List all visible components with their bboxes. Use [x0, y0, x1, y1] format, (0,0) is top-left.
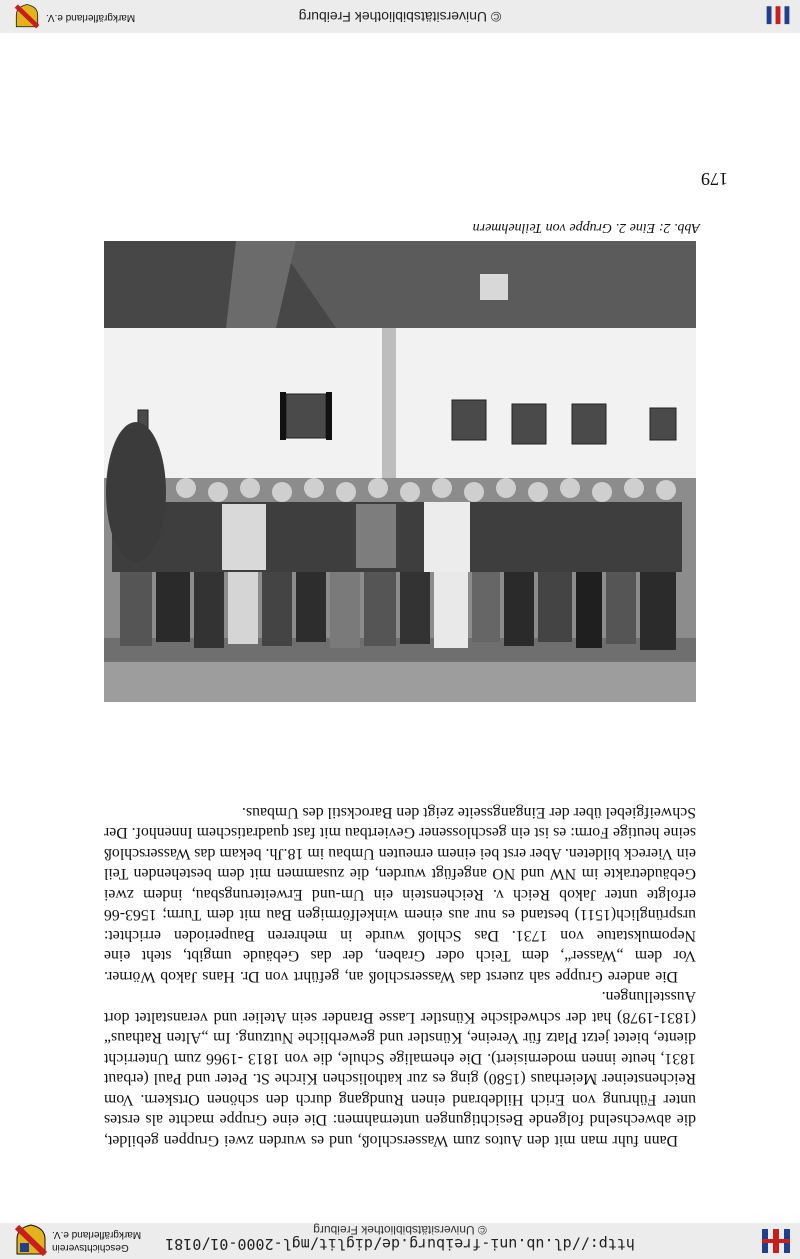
history-society-logo [10, 1223, 150, 1257]
document-url[interactable]: http://dl.ub.uni-freiburg.de/diglit/mgl-2000-01/0181 [165, 1235, 635, 1253]
society-region: Markgräflerland e.V. [52, 1229, 142, 1240]
tree [106, 422, 166, 562]
coat-of-arms-icon [14, 1223, 48, 1257]
library-footer [0, 0, 800, 33]
paragraph: Die andere Gruppe sah zuerst das Wasserschloß an, geführt von Dr. Hans Jakob Wörner. Vor dem „Wasser“, dem Teich oder Graben, der das Gebäude umgibt, steht eine Nepomukstatue von 1731. Das Schloß wurde in mehreren Bauperioden errichtet: ursprünglich(1511) bestand es nur aus einem winkelförmigen Bau mit dem Turm; 1563-66 erfolgte unter Jakob Reich v. Reichenstein ein Um-und Erweiterungsbau, indem zwei Gebäudetrakte im NW und NO angefügt wurden, die zusammen mit dem bestehenden Teil ein Viereck bildeten. Aber erst bei einem erneuten Umbau im 18.Jh. bekam das Wasserschloß seine heutige Form: es ist ein geschlossener Geviertbau mit fast quadratischem Innenhof. Der Schweifgiebel über der Eingangsseite zeigt den Barockstil des Umbaus. [104, 804, 696, 985]
footer-copyright: © Universitätsbibliothek Freiburg [298, 9, 502, 25]
society-name: Geschichtsverein [52, 1242, 129, 1253]
university-library-logo [760, 1225, 792, 1257]
coat-of-arms-icon [14, 3, 40, 29]
page-number: 179 [701, 169, 728, 189]
history-society-logo [10, 3, 150, 29]
library-header [0, 1223, 800, 1259]
society-region: Markgräflerland e.V. [46, 12, 136, 23]
group-photograph [104, 241, 696, 702]
article-text [104, 802, 696, 1151]
copyright-line: © Universitätsbibliothek Freiburg [313, 1223, 487, 1237]
paragraph: Dann fuhr man mit den Autos zum Wasserschloß, und es wurden zwei Gruppen gebildet, die abwechselnd folgende Besichtigungen unternahmen: Die eine Gruppe machte als erstes unter Führung von Erich Hildebrand einen Rundgang durch den schönen Ortskern. Vom Reichensteiner Meierhaus (1580) ging es zur katholischen Kirche St. Peter und Paul (erbaut 1831, heute innen modernisiert). Die ehemalige Schule, die von 1813 -1966 zum Unterricht diente, bietet jetzt Platz für Vereine, Künstler und gewerbliche Nutzung. Im „Alten Rathaus“ (1831-1978) hat der schwedische Künstler Lasse Brander sein Atelier und veranstaltet dort Ausstellungen. [104, 988, 696, 1149]
castle-wall [104, 328, 696, 478]
figure-caption: Abb. 2: Eine 2. Gruppe von Teilnehmern [472, 220, 700, 235]
photo-scene [104, 241, 696, 702]
university-library-logo [764, 3, 792, 29]
